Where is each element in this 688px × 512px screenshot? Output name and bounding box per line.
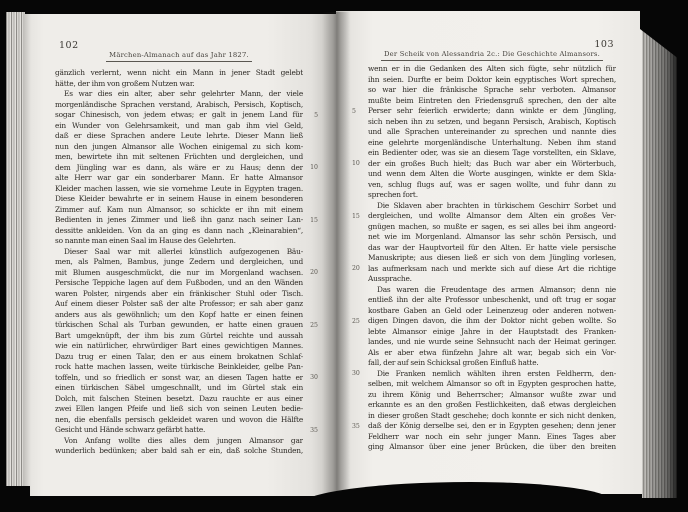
text-line [55,89,303,100]
background-bottom-left [0,486,30,512]
line-text: eine gelehrte morgenländische Unterhaltung. Neben ihm stand [368,137,616,147]
line-text: einen türkischen Säbel umgeschnallt, und im Gürtel stak ein [55,383,303,392]
line-text: kostbare Gaben an Geld oder Leinenzeug oder anderen notwen- [368,305,616,315]
line-text: Kleider machen lassen, wie sie vornehme Leute in Egypten tragen. [55,183,303,193]
left-page-edge-stripes [6,12,25,504]
line-text: so war hier die fränkische Sprache sehr verboten. Almansor [368,85,616,94]
line-text: ein Wunder von Gelehrsamkeit, und man gab ihm viel Geld, [55,120,303,130]
line-text: landes, und nie wurde seine Sehnsucht nach der Heimat geringer. [368,337,616,346]
text-line [368,274,616,285]
text-line [368,358,616,369]
line-text: mit Blumen ausgeschmückt, die nur im Morgenland wachsen. [55,267,303,277]
text-line [368,127,616,138]
line-text: wunderlich bedünken; aber bald sah er ein, daß solche Stunden, [55,446,303,455]
line-text: Das waren die Freudentage des armen Almansor; denn nie [377,284,616,294]
line-text: net wie im Morgenland. Almansor las sehr schön Persisch, und [368,232,616,241]
line-text: Auf einem dieser Polster saß der alte Professor; er sah aber ganz [55,299,303,308]
line-text: Bart umgeknüpft, der ihm bis zum Gürtel reichte und aussah [55,330,303,340]
line-text: sprechen fort. [368,190,418,199]
line-text: Perser sehr feierlich erwiderte; dann winkte er dem Jüngling, [368,106,616,115]
text-line [55,299,303,310]
line-text: Von Anfang wollte dies alles dem jungen Almansor gar [64,435,303,445]
line-text: Manuskripte; aus diesen ließ er sich von dem Jüngling vorlesen, [368,253,616,262]
line-text: ven, schlug flugs auf, was er sagen wollte, und fuhr dann zu [368,179,616,189]
text-line [368,148,616,159]
text-line [368,243,616,254]
line-text: sich neben ihn zu setzen, und begann Persisch, Arabisch, Koptisch [368,116,616,126]
line-text: anders aus als gewöhnlich; um den Kopf hatte er einen feinen [55,309,303,319]
left-page-lines [55,68,318,457]
line-text: in dieser großen Stadt geschehe; doch konnte er sich nicht denken, [368,410,616,420]
line-text: zu ihrem König und Beherrscher; Almansor wußte zwar und [368,389,616,399]
line-number: 20 [352,265,360,272]
line-text: Bedienten in jenes Zimmer und ließ ihn ganz nach seiner Lan- [55,215,303,224]
right-running-title: Der Scheik von Alessandria 2c.: Die Geschichte Almansors. [381,50,603,61]
background-bottom [0,498,688,512]
line-text: zwei Ellen langen Pfeife und ließ sich von seinen Leuten bedie- [55,404,303,413]
line-text: fall, der auf sein Schicksal großen Einfluß hatte. [368,358,539,367]
line-text: wie ein natürlicher, ehrwürdiger Bart eines gewichtigen Mannes. [55,341,303,350]
line-number: 35 [352,422,360,430]
line-text: daß er diese Sprachen andere Leute lehrte. Dieser Mann ließ [55,131,303,140]
line-text: Dolch, mit falschen Steinen besetzt. Dazu rauchte er aus einer [55,393,303,403]
right-running-title-wrap [368,41,616,61]
line-text: wenn er in die Gedanken des Alten sich fügte, sehr nützlich für [368,64,616,73]
line-text: Gesicht und Hände schwarz gefärbt hatte. [55,425,206,434]
line-text: Feldherr war noch ein sehr junger Mann. Eines Tages aber [368,431,616,441]
right-page-number: 103 [594,39,614,50]
line-number: 10 [352,160,360,167]
text-line [55,68,303,79]
line-text: und alle Sprachen untereinander zu sprechen und nannte dies [368,127,616,136]
text-line [55,100,303,111]
line-text: selben, mit welchem Almansor so oft in Egypten gesprochen hatte, [368,379,616,388]
text-line [55,215,318,226]
text-line [368,117,616,128]
line-text: ihn seien. Durfte er beim Doktor kein egyptisches Wort sprechen, [368,74,616,84]
line-text: und wenn dem Alten die Worte ausgingen, winkte er dem Skla- [368,169,616,178]
line-number: 35 [310,426,318,434]
line-number: 25 [310,321,318,329]
line-text: türkischen Schal als Turban gewunden, er hatte einen grauen [55,320,303,329]
text-line [368,222,616,233]
text-line [368,201,616,212]
line-text: men, bewirtete ihn mit seltenen Früchten und dergleichen, und [55,152,303,161]
left-page-header [25,40,336,59]
line-number: 5 [314,111,318,119]
text-line [55,436,303,447]
line-text: nun den jungen Almansor alle Wochen einigemal zu sich kom- [55,141,303,151]
left-page-number: 102 [59,40,79,51]
text-line [368,232,616,243]
text-line [352,263,616,275]
line-number: 10 [310,164,318,171]
text-line [55,415,303,426]
text-line [55,194,303,205]
line-text: sogar Chinesisch, von jedem etwas; er galt in jenem Land für [55,110,303,119]
left-page [25,14,336,496]
text-line [352,211,616,222]
line-text: entließ ihn der alte Professor unbeschenkt, und oft trug er sogar [368,295,616,304]
line-number: 5 [352,107,356,115]
text-line [55,383,303,394]
line-text: Dazu trug er einen Talar, den er aus einem brokatnen Schlaf- [55,351,303,361]
line-text: lebte Almansor einige Jahre in der Hauptstadt des Franken- [368,326,616,336]
line-text: hätte, der ihm von großem Nutzen war. [55,78,195,88]
line-text: digen Dingen davon, die ihm der Doktor nicht geben wollte. So [368,316,616,325]
text-line [55,162,318,174]
line-text: dem Jüngling war es dann, als wäre er zu Haus; denn der [55,162,303,172]
text-line [352,316,616,327]
text-line [55,310,303,321]
text-line [55,394,303,405]
text-line [55,131,303,142]
text-line [352,421,616,432]
text-line [55,121,303,132]
line-text: Zimmer auf. Kam nun Almansor, so schickte er ihn mit einem [55,204,303,214]
line-number: 30 [352,370,360,377]
text-line [368,411,616,422]
line-number: 25 [352,317,360,325]
line-text: dessitte ankleiden. Von da an ging es dann nach „Kleinarabien“, [55,225,303,235]
line-text: Die Franken nemlich wählten ihren ersten Feldherrn, den- [377,368,616,378]
text-line [55,320,318,331]
line-text: Diese Kleider bewahrte er in seinem Hause in einem besonderen [55,194,303,203]
text-line [55,142,303,153]
line-text: Dieser Saal war mit allerlei künstlich aufgezogenen Bäu- [64,246,303,256]
text-line [368,400,616,411]
line-number: 30 [310,374,318,381]
left-running-title-wrap [55,42,303,62]
text-line [55,267,318,279]
line-text: waren Polster, nirgends aber ein fränkischer Stuhl oder Tisch. [55,288,303,298]
text-line [368,85,616,96]
text-line [55,289,303,300]
text-line [368,442,616,453]
text-line [55,257,303,268]
text-line [55,446,303,457]
text-line [352,106,616,117]
text-line [368,64,616,75]
text-line [368,169,616,180]
text-line [368,138,616,149]
text-line [55,205,303,216]
text-line [55,173,303,184]
line-text: Als er aber etwa fünfzehn Jahre alt war, begab sich ein Vor- [368,347,616,357]
text-line [55,352,303,363]
line-text: gänzlich verlernt, wenn nicht ein Mann in jener Stadt gelebt [55,68,303,77]
line-text: rock hatte machen lassen, weite türkische Beinkleider, gelbe Pan- [55,362,303,371]
right-page-header [336,39,642,58]
text-line [368,75,616,86]
text-line [55,152,303,163]
line-text: Persische Teppiche lagen auf dem Fußboden, und an den Wänden [55,278,303,287]
left-running-title: Märchen-Almanach auf das Jahr 1827. [106,51,252,62]
text-line [55,341,303,352]
line-text: ein Bedienter oder, was sie an diesem Tage vorstellten, ein Sklave, [368,148,616,157]
line-number: 20 [310,269,318,276]
text-line [368,432,616,443]
line-text: so nannte man einen Saal im Hause des Gelehrten. [55,236,236,245]
text-line [368,96,616,107]
text-line [368,190,616,201]
text-line [55,425,318,436]
text-line [55,404,303,415]
line-text: men, als Palmen, Bambus, junge Zedern und dergleichen, und [55,257,303,266]
text-line [368,390,616,401]
line-text: morgenländische Sprachen verstand, Arabisch, Persisch, Koptisch, [55,99,303,109]
text-line [55,247,303,258]
text-line [352,158,616,170]
line-text: alte Herr war gar ein sonderbarer Mann. Er hatte Almansor [55,173,303,182]
text-line [55,331,303,342]
line-text: Die Sklaven aber brachten in türkischem Geschirr Sorbet und [377,200,616,210]
line-text: Es war dies ein alter, aber sehr gelehrter Mann, der viele [64,89,303,98]
right-page [336,11,642,494]
text-line [368,327,616,338]
line-number: 15 [310,216,318,224]
line-number: 15 [352,212,360,220]
text-line [55,236,303,247]
text-line [368,295,616,306]
line-text: mußte beim Eintreten den Friedensgruß sprechen, den der alte [368,95,616,105]
background-right [677,0,688,512]
right-page-lines [352,64,616,453]
line-text: las aufmerksam nach und merkte sich auf diese Art die richtige [368,263,616,273]
line-text: der ein großes Buch hielt; das Buch war aber ein Wörterbuch, [368,158,616,168]
text-line [368,379,616,390]
text-line [368,348,616,359]
line-text: toffeln, und so friedlich er sonst war, an diesen Tagen hatte er [55,372,303,382]
line-text: das war der Hauptvorteil für den Alten. Er hatte viele persische [368,242,616,252]
line-text: Aussprache. [368,274,412,283]
text-line [55,79,303,90]
text-line [368,285,616,296]
text-line [368,180,616,191]
line-text: daß der König derselbe sei, den er in Egypten gesehen; denn jener [368,421,616,430]
line-text: gnügen machen, so mußte er sagen, es sei alles bei ihm angeord- [368,221,616,231]
text-line [55,226,303,237]
text-line [368,253,616,264]
line-text: ging Almansor über eine jener Brücken, die über den breiten [368,442,616,451]
line-text: dergleichen, und wollte Almansor dem Alten ein großes Ver- [368,211,616,220]
line-text: erkannte es an den großen Festlichkeiten, daß etwas dergleichen [368,400,616,409]
text-line [55,278,303,289]
line-text: nen, die ebenfalls persisch gekleidet waren und wovon die Hälfte [55,414,303,424]
text-line [368,306,616,317]
text-line [55,110,318,121]
text-line [55,362,303,373]
text-line [368,337,616,348]
text-line [352,368,616,380]
text-line [55,372,318,384]
book-fore-edge-stripes [642,26,678,504]
text-line [55,184,303,195]
